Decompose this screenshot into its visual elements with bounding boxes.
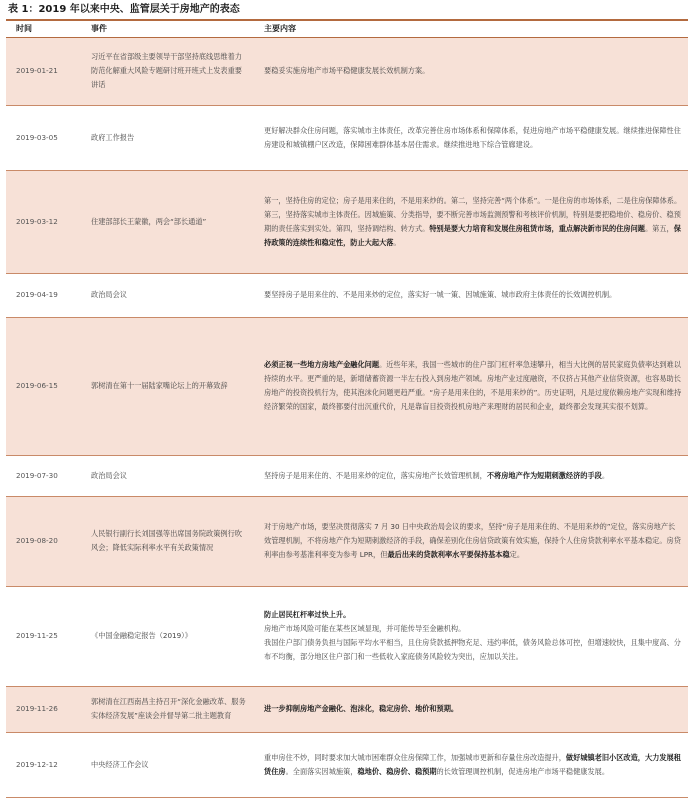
table-body	[6, 38, 688, 798]
content-text: 。近些年来，我国一些城市的住户部门杠杆率急速攀升，相当大比例的居民家庭负债率达到难以持续的水平。更严重的是，新增储蓄资源一半左右投入到房地产领域。房地产业过度融资，不仅挤占其他产业信贷资源，也容易助长房地产的投资投机行为，使其泡沫化问题更趋严重。“房子是用来住的，不是用来炒的”。历史证明，凡是过度依赖房地产实现和维持经济繁荣的国家，最终都要付出沉重代价，凡是靠盲目投资投机房地产来理财的居民和企业，最终都会发现其实很不划算。	[264, 360, 682, 411]
row-content	[256, 687, 688, 732]
row-date: 2019-04-19	[16, 290, 58, 299]
row-date: 2019-03-05	[16, 132, 58, 142]
row-content	[256, 171, 688, 273]
row-date: 2019-01-21	[16, 66, 58, 75]
row-event: 郭树清在江西南昌主持召开“深化金融改革、服务实体经济发展”座谈会并督导第二批主题教育	[91, 697, 246, 720]
table-row	[6, 456, 688, 497]
content-paragraph	[264, 358, 682, 414]
content-paragraph	[264, 64, 682, 78]
content-text: 要稳妥实施房地产市场平稳健康发展长效机制方案。	[264, 66, 430, 75]
table-title: 表 1：2019 年以来中央、监管层关于房地产的表态	[8, 4, 240, 15]
content-text: 重申房住不炒，同时要求加大城市困难群众住房保障工作，加强城市更新和存量住房改造提升，	[264, 752, 566, 762]
content-emphasis: 进一步抑制房地产金融化、泡沫化，稳定房价、地价和预期。	[264, 704, 459, 713]
row-date: 2019-06-15	[16, 381, 58, 390]
content-emphasis: 不将房地产作为短期刺激经济的手段	[486, 470, 602, 480]
content-text: 定。	[509, 550, 525, 559]
content-text: 坚持房子是用来住的、不是用来炒的定位，落实房地产长效管理机制，	[264, 470, 487, 480]
table-row	[6, 687, 688, 733]
row-date: 2019-08-20	[16, 536, 58, 545]
row-date: 2019-03-12	[16, 216, 58, 226]
content-text: 。	[393, 237, 401, 247]
content-text: 。第五，	[644, 223, 674, 233]
row-event: 习近平在省部级主要领导干部坚持底线思维着力防范化解重大风险专题研讨班开班式上发表重要讲话	[91, 52, 242, 89]
content-emphasis: 防止居民杠杆率过快上升。	[264, 610, 351, 619]
row-event: 住建部部长王蒙徽，两会“部长通道”	[91, 216, 207, 226]
content-text: 要坚持房子是用来住的、不是用来炒的定位，落实好一城一策、因城施策、城市政府主体责任的长效调控机制。	[264, 290, 617, 299]
content-emphasis: 特别是要大力培育和发展住房租赁市场，重点解决新市民的住房问题	[429, 223, 645, 233]
table-row	[6, 318, 688, 456]
header-content: 主要内容	[264, 23, 296, 33]
row-date: 2019-07-30	[16, 470, 58, 480]
table-row	[6, 733, 688, 798]
header-event: 事件	[91, 23, 107, 33]
table-row	[6, 274, 688, 318]
table-row	[6, 106, 688, 171]
content-text: 。全面落实因城施策，	[285, 766, 358, 776]
content-emphasis: 做好城镇老旧小区改造，大力发展租赁住房	[264, 752, 681, 776]
content-paragraph	[264, 608, 682, 622]
content-paragraph	[264, 622, 682, 636]
row-content	[256, 456, 688, 496]
content-emphasis: 稳地价、稳房价、稳预期	[357, 766, 437, 776]
row-event: 政府工作报告	[91, 132, 135, 142]
content-emphasis: 必须正视一些地方房地产金融化问题	[264, 360, 380, 369]
row-content	[256, 733, 688, 797]
content-text: 更好解决群众住房问题，落实城市主体责任，改革完善住房市场体系和保障体系，促进房地产市场平稳健康发展。继续推进保障性住房建设和城镇棚户区改造，保障困难群体基本居住需求。继续推进地下综合管廊建设。	[264, 125, 681, 149]
row-content	[256, 274, 688, 317]
row-date: 2019-11-26	[16, 704, 58, 713]
content-paragraph	[264, 636, 682, 664]
table-row	[6, 38, 688, 106]
table-row	[6, 587, 688, 687]
content-paragraph	[264, 288, 682, 302]
content-text: 。	[601, 470, 610, 480]
content-text: 我国住户部门债务负担与国际平均水平相当，且住房贷款抵押物充足、违约率低，债务风险总体可控，但增速较快，且集中度高、分布不均衡，部分地区住户部门和一些低收入家庭债务风险较为突出，应加以关注。	[264, 638, 681, 661]
table-header	[6, 21, 688, 38]
row-event: 中央经济工作会议	[91, 759, 149, 769]
table-row	[6, 171, 688, 274]
table-row	[6, 497, 688, 587]
row-event: 政治局会议	[91, 290, 127, 299]
content-paragraph	[264, 751, 682, 779]
row-content	[256, 106, 688, 170]
row-content	[256, 497, 688, 586]
content-emphasis: 保持政策的连续性和稳定性，防止大起大落	[264, 223, 681, 247]
content-text: 对于房地产市场，要坚决贯彻落实 7 月 30 日中央政治局会议的要求，坚持“房子是用来住的、不是用来炒的”定位，落实房地产长效管理机制，不将房地产作为短期刺激经济的手段，确保差别化住房信贷政策有效实施，保持个人住房贷款利率水平基本稳定。房贷利率由参考基准利率变为参考 LPR，但	[264, 522, 681, 559]
row-event: 人民银行副行长刘国强等出席国务院政策例行吹风会；降低实际利率水平有关政策情况	[91, 529, 242, 552]
row-event: 《中国金融稳定报告（2019）》	[91, 631, 192, 640]
content-paragraph	[264, 124, 682, 152]
content-paragraph	[264, 194, 682, 250]
row-event: 政治局会议	[91, 470, 127, 480]
row-content	[256, 587, 688, 686]
row-content	[256, 38, 688, 105]
header-date: 时间	[16, 23, 32, 33]
row-content	[256, 318, 688, 455]
content-text: 第一，坚持住房的定位；房子是用来住的，不是用来炒的。第二，坚持完善“两个体系”。一是住房的市场体系，二是住房保障体系。第三，坚持落实城市主体责任。因城施策、分类指导，要不断完善市场监测预警和考核评价机制，特别是要把稳地价、稳房价、稳预期的责任落实到实处。第四，坚持调结构、转方式。	[264, 195, 682, 233]
content-paragraph	[264, 520, 682, 562]
content-paragraph	[264, 469, 682, 483]
row-date: 2019-12-12	[16, 759, 58, 769]
row-event: 郭树清在第十一届陆家嘴论坛上的开幕致辞	[91, 381, 228, 390]
content-emphasis: 最后出来的贷款利率水平要保持基本稳	[387, 550, 510, 559]
content-text: 的长效管理调控机制，促进房地产市场平稳健康发展。	[436, 766, 610, 776]
content-text: 房地产市场风险可能在某些区域显现，并可能传导至金融机构。	[264, 624, 466, 633]
content-paragraph	[264, 702, 682, 716]
row-date: 2019-11-25	[16, 631, 58, 640]
